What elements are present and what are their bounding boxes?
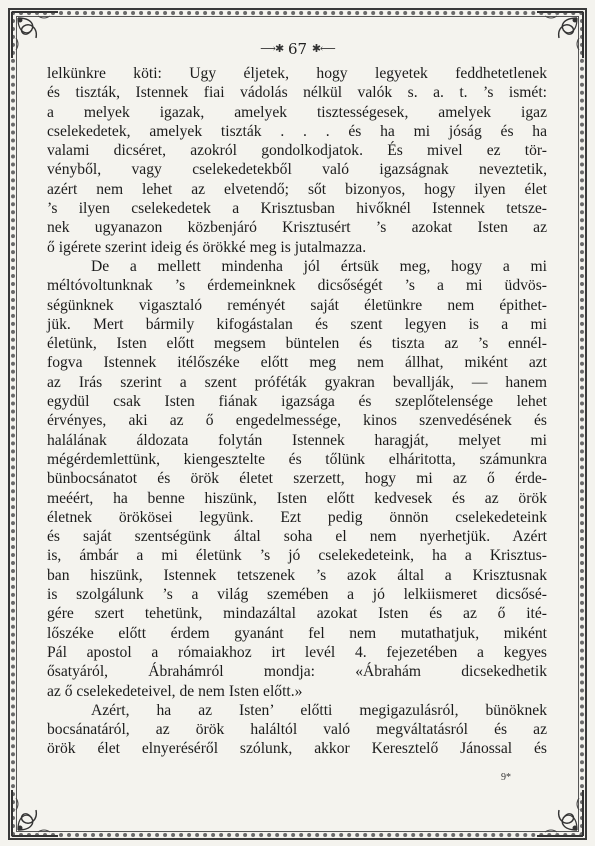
text-line: méltóvoltunknak ’s érdemeinknek dicsőségét ’s a mi üdvös- <box>47 277 547 295</box>
text-line: De a mellett mindenha jól értsük meg, hogy a mi <box>91 257 547 275</box>
text-line: Pál apostol a rómaiakhoz irt levél 4. fejezetében a kegyes <box>47 643 547 661</box>
printer-signature-mark: 9* <box>501 772 511 783</box>
text-line: ségünknek vigasztaló reményét saját életünkre nem épithet- <box>47 296 547 314</box>
text-line: bünbocsánatot és örök életet szerzett, hogy mi az ő érde- <box>47 470 547 488</box>
text-line: bocsánatáról, az örök haláltól való megváltatásról és az <box>47 721 547 739</box>
text-line: is, ámbár a mi életünk ’s jó cselekedeteink, ha a Krisztus- <box>47 547 547 565</box>
text-line: és tiszták, Istennek fiai vádolás nélkül valók s. a. t. ’s ismét: <box>47 84 547 102</box>
text-line: Azért, ha az Isten’ előtti megigazulásról, bünöknek <box>91 701 547 719</box>
ornament-left-icon: ⟶✱ <box>260 42 284 55</box>
text-line: és saját szentségünk által soha el nem nyerhetjük. Azért <box>47 528 547 546</box>
text-line: életnek örökösei legyünk. Ezt pedig önnön cselekedeteink <box>47 508 547 526</box>
text-line: érvényes, aki az ő engedelmessége, kinos szenvedésének és <box>47 412 547 430</box>
text-line: egydül csak Isten fiának igazsága és szeplőtelensége lehet <box>47 393 547 411</box>
text-line: azért nem lehet az elvetendő; sőt bizonyos, hogy ilyen élet <box>47 180 547 198</box>
text-line: mégérdemlettünk, kiengesztelte és tőlünk elháritotta, számunkra <box>47 450 547 468</box>
text-line: az ő cselekedeteivel, de nem Isten előtt.» <box>47 682 303 700</box>
text-line: meéért, ha benne hiszünk, Isten előtt kedvesek és az örök <box>47 489 547 507</box>
corner-ornament-icon <box>8 786 62 840</box>
text-line: ’s ilyen cselekedetek a Krisztusban hivőknél Istennek tetsze- <box>47 200 547 218</box>
page-number-header <box>0 40 595 58</box>
text-line: a melyek igazak, amelyek tisztességesek, amelyek igaz <box>47 103 547 121</box>
text-line: örök élet elnyeréséről szólunk, akkor Keresztelő Jánossal és <box>47 740 547 758</box>
page-number: 67 <box>287 40 308 58</box>
ornament-right-icon: ✱⟵ <box>311 42 335 55</box>
text-line: fogva Istennek itélőszéke előtt meg nem állhat, miként azt <box>47 354 547 372</box>
corner-ornament-icon <box>533 786 587 840</box>
text-line: gére szert tehetünk, mindazáltal azokat Isten és az ő ité- <box>47 605 547 623</box>
text-line: valami dicséret, azokról gondolkodjatok. És mivel ez tör- <box>47 142 547 160</box>
text-line: ban hiszünk, Istennek tetszenek ’s azok által a Krisztusnak <box>47 566 547 584</box>
text-line: vényből, vagy cselekedetekből való igazságnak neveztetik, <box>47 161 547 179</box>
text-line: halálának áldozata folytán Istennek haragját, melyet mi <box>47 431 547 449</box>
text-line: lőszéke előtt érdem gyanánt fel nem mutathatjuk, miként <box>47 624 547 642</box>
text-line: nek ugyanazon közbenjáró Krisztusért ’s azokat Isten az <box>47 219 547 237</box>
text-line: az Irás szerint a szent próféták gyakran bevallják, — hanem <box>47 373 547 391</box>
text-line: ősatyáról, Ábrahámról mondja: «Ábrahám dicsekedhetik <box>47 663 547 681</box>
text-line: életünk, Isten előtt megsem büntelen és tiszta az ’s ennél- <box>47 335 547 353</box>
text-line: is szolgálunk ’s a világ szemében a jó lelkiismeret dicsősé- <box>47 586 547 604</box>
text-line: ő igérete szerint ideig és örökké meg is jutalmazza. <box>47 238 367 256</box>
text-line: lelkünkre köti: Ugy éljetek, hogy legyetek feddhetetlenek <box>47 65 547 82</box>
body-text <box>47 64 547 759</box>
text-line: cselekedetek, amelyek tiszták . . . és ha mi jóság és ha <box>47 122 547 140</box>
text-line: jük. Mert bármily kifogástalan és szent legyen is a mi <box>47 315 547 333</box>
